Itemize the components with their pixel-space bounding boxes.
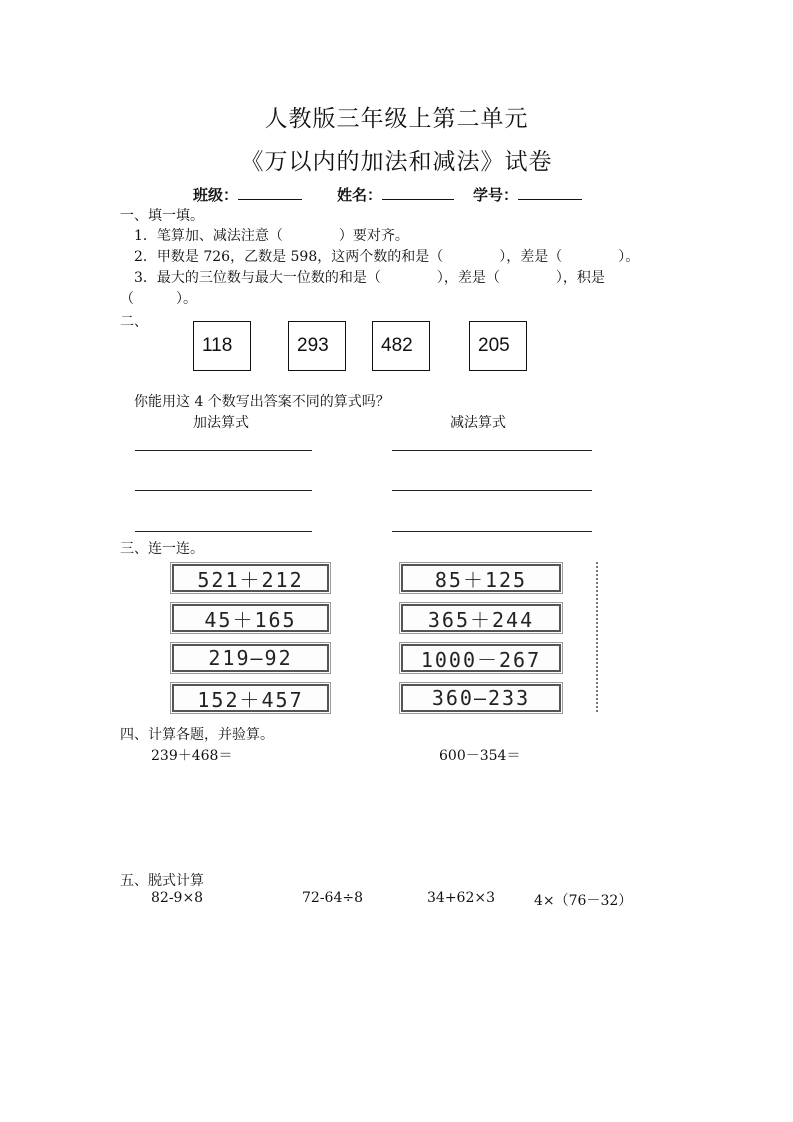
question-3-line-1: 3．最大的三位数与最大一位数的和是（ ），差是（ ），积是 bbox=[134, 270, 605, 286]
addition-answer-line[interactable] bbox=[135, 490, 312, 491]
match-left-item[interactable]: 521＋212 bbox=[172, 564, 329, 592]
step-expression-1: 82-9×8 bbox=[151, 890, 204, 906]
step-expression-2: 72-64÷8 bbox=[302, 890, 363, 906]
number-box-2: 293 bbox=[288, 321, 346, 371]
question-2: 2．甲数是 726，乙数是 598，这两个数的和是（ ），差是（ ）。 bbox=[134, 249, 640, 265]
subtraction-answer-line[interactable] bbox=[392, 490, 592, 491]
subtraction-answer-line[interactable] bbox=[392, 450, 592, 451]
match-left-item[interactable]: 219—92 bbox=[172, 644, 329, 672]
section2-question: 你能用这 4 个数写出答案不同的算式吗？ bbox=[134, 394, 390, 410]
question-1: 1．笔算加、减法注意（ ）要对齐。 bbox=[134, 228, 409, 244]
id-blank[interactable] bbox=[518, 185, 582, 200]
class-blank[interactable] bbox=[238, 185, 302, 200]
addition-answer-line[interactable] bbox=[135, 531, 312, 532]
number-box-4: 205 bbox=[469, 321, 527, 371]
scan-edge-dots bbox=[596, 562, 598, 712]
section4-heading: 四、计算各题，并验算。 bbox=[120, 727, 274, 743]
match-right-item[interactable]: 1000－267 bbox=[401, 644, 561, 672]
step-expression-4: 4×（76－32） bbox=[534, 893, 633, 909]
title-line-2: 《万以内的加法和减法》试卷 bbox=[240, 149, 553, 175]
name-blank[interactable] bbox=[382, 185, 454, 200]
section1-heading: 一、填一填。 bbox=[120, 208, 204, 224]
addition-answer-line[interactable] bbox=[135, 450, 312, 451]
subtraction-label: 减法算式 bbox=[450, 415, 506, 431]
section5-heading: 五、脱式计算 bbox=[120, 873, 204, 889]
match-left-item[interactable]: 152＋457 bbox=[172, 684, 329, 712]
class-field bbox=[193, 184, 302, 205]
step-expression-3: 34+62×3 bbox=[427, 890, 495, 906]
id-field bbox=[473, 184, 582, 205]
addition-label: 加法算式 bbox=[193, 415, 249, 431]
match-left-item[interactable]: 45＋165 bbox=[172, 604, 329, 632]
match-right-item[interactable]: 365＋244 bbox=[401, 604, 561, 632]
section3-heading: 三、连一连。 bbox=[120, 541, 204, 557]
calc-expression-2: 600－354＝ bbox=[439, 748, 521, 764]
match-right-item[interactable]: 360—233 bbox=[401, 684, 561, 712]
subtraction-answer-line[interactable] bbox=[392, 531, 592, 532]
name-field bbox=[337, 184, 454, 205]
name-label: 姓名： bbox=[337, 186, 383, 204]
class-label: 班级： bbox=[193, 186, 239, 204]
match-right-item[interactable]: 85＋125 bbox=[401, 564, 561, 592]
title-line-1: 人教版三年级上第二单元 bbox=[264, 106, 529, 132]
number-box-1: 118 bbox=[193, 321, 251, 371]
section2-heading: 二、 bbox=[120, 314, 148, 330]
question-3-line-2: （ ）。 bbox=[120, 291, 197, 307]
number-box-3: 482 bbox=[372, 321, 430, 371]
id-label: 学号： bbox=[473, 186, 519, 204]
calc-expression-1: 239＋468＝ bbox=[151, 748, 233, 764]
